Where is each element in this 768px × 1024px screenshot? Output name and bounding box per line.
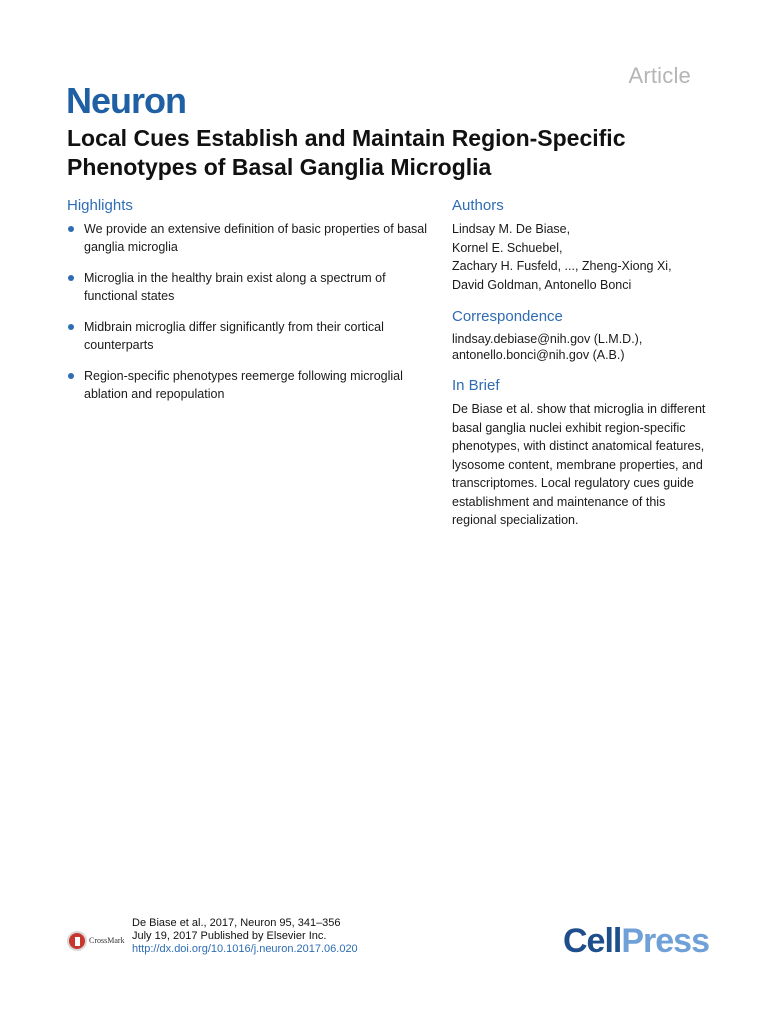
crossmark-label: CrossMark <box>89 936 125 945</box>
sidebar-info <box>452 197 712 530</box>
author-line: Zachary H. Fusfeld, ..., Zheng-Xiong Xi, <box>452 259 672 273</box>
highlight-item: We provide an extensive definition of basic properties of basal ganglia microglia <box>67 220 432 256</box>
bullet-icon <box>68 226 74 232</box>
cellpress-logo <box>563 921 709 961</box>
email-link-debiase[interactable]: lindsay.debiase@nih.gov (L.M.D.), <box>452 332 643 346</box>
author-line: David Goldman, Antonello Bonci <box>452 277 632 292</box>
email-link-bonci[interactable]: antonello.bonci@nih.gov (A.B.) <box>452 348 625 362</box>
published-text: July 19, 2017 Published by Elsevier Inc. <box>132 930 327 942</box>
author-line: Lindsay M. De Biase, <box>452 222 571 236</box>
authors-list <box>452 220 712 294</box>
authors-heading: Authors <box>452 197 504 214</box>
citation-block <box>132 917 358 956</box>
page-footer <box>67 917 707 977</box>
crossmark-badge[interactable] <box>67 931 129 953</box>
journal-logo: Neuron <box>66 80 186 121</box>
article-type-label: Article <box>628 63 691 88</box>
bullet-icon <box>68 373 74 379</box>
highlight-item: Microglia in the healthy brain exist along a spectrum of functional states <box>67 269 432 305</box>
correspondence-heading: Correspondence <box>452 308 563 325</box>
bullet-icon <box>68 324 74 330</box>
author-line: Kornel E. Schuebel, <box>452 240 563 255</box>
citation-text: De Biase et al., 2017, Neuron 95, 341–356 <box>132 917 341 929</box>
highlights-list <box>67 220 432 403</box>
correspondence-emails <box>452 331 712 363</box>
logo-part-cell: Cell <box>563 922 622 960</box>
logo-part-press: Press <box>621 922 709 960</box>
highlight-item: Region-specific phenotypes reemerge following microglial ablation and repopulation <box>67 367 432 403</box>
highlights-section <box>67 197 432 416</box>
in-brief-heading: In Brief <box>452 377 500 394</box>
bullet-icon <box>68 275 74 281</box>
doi-link[interactable]: http://dx.doi.org/10.1016/j.neuron.2017.06.020 <box>132 943 358 955</box>
article-title: Local Cues Establish and Maintain Region-Specific Phenotypes of Basal Ganglia Microglia <box>67 125 626 180</box>
highlight-item: Midbrain microglia differ significantly from their cortical counterparts <box>67 318 432 354</box>
in-brief-text: De Biase et al. show that microglia in different basal ganglia nuclei exhibit region-specific phenotypes, with distinct anatomical features, lysosome content, membrane properties, and transcriptomes. Local regulatory cues guide establishment and maintenance of this regional specialization. <box>452 402 706 527</box>
highlights-heading: Highlights <box>67 197 133 214</box>
crossmark-icon <box>67 931 87 951</box>
